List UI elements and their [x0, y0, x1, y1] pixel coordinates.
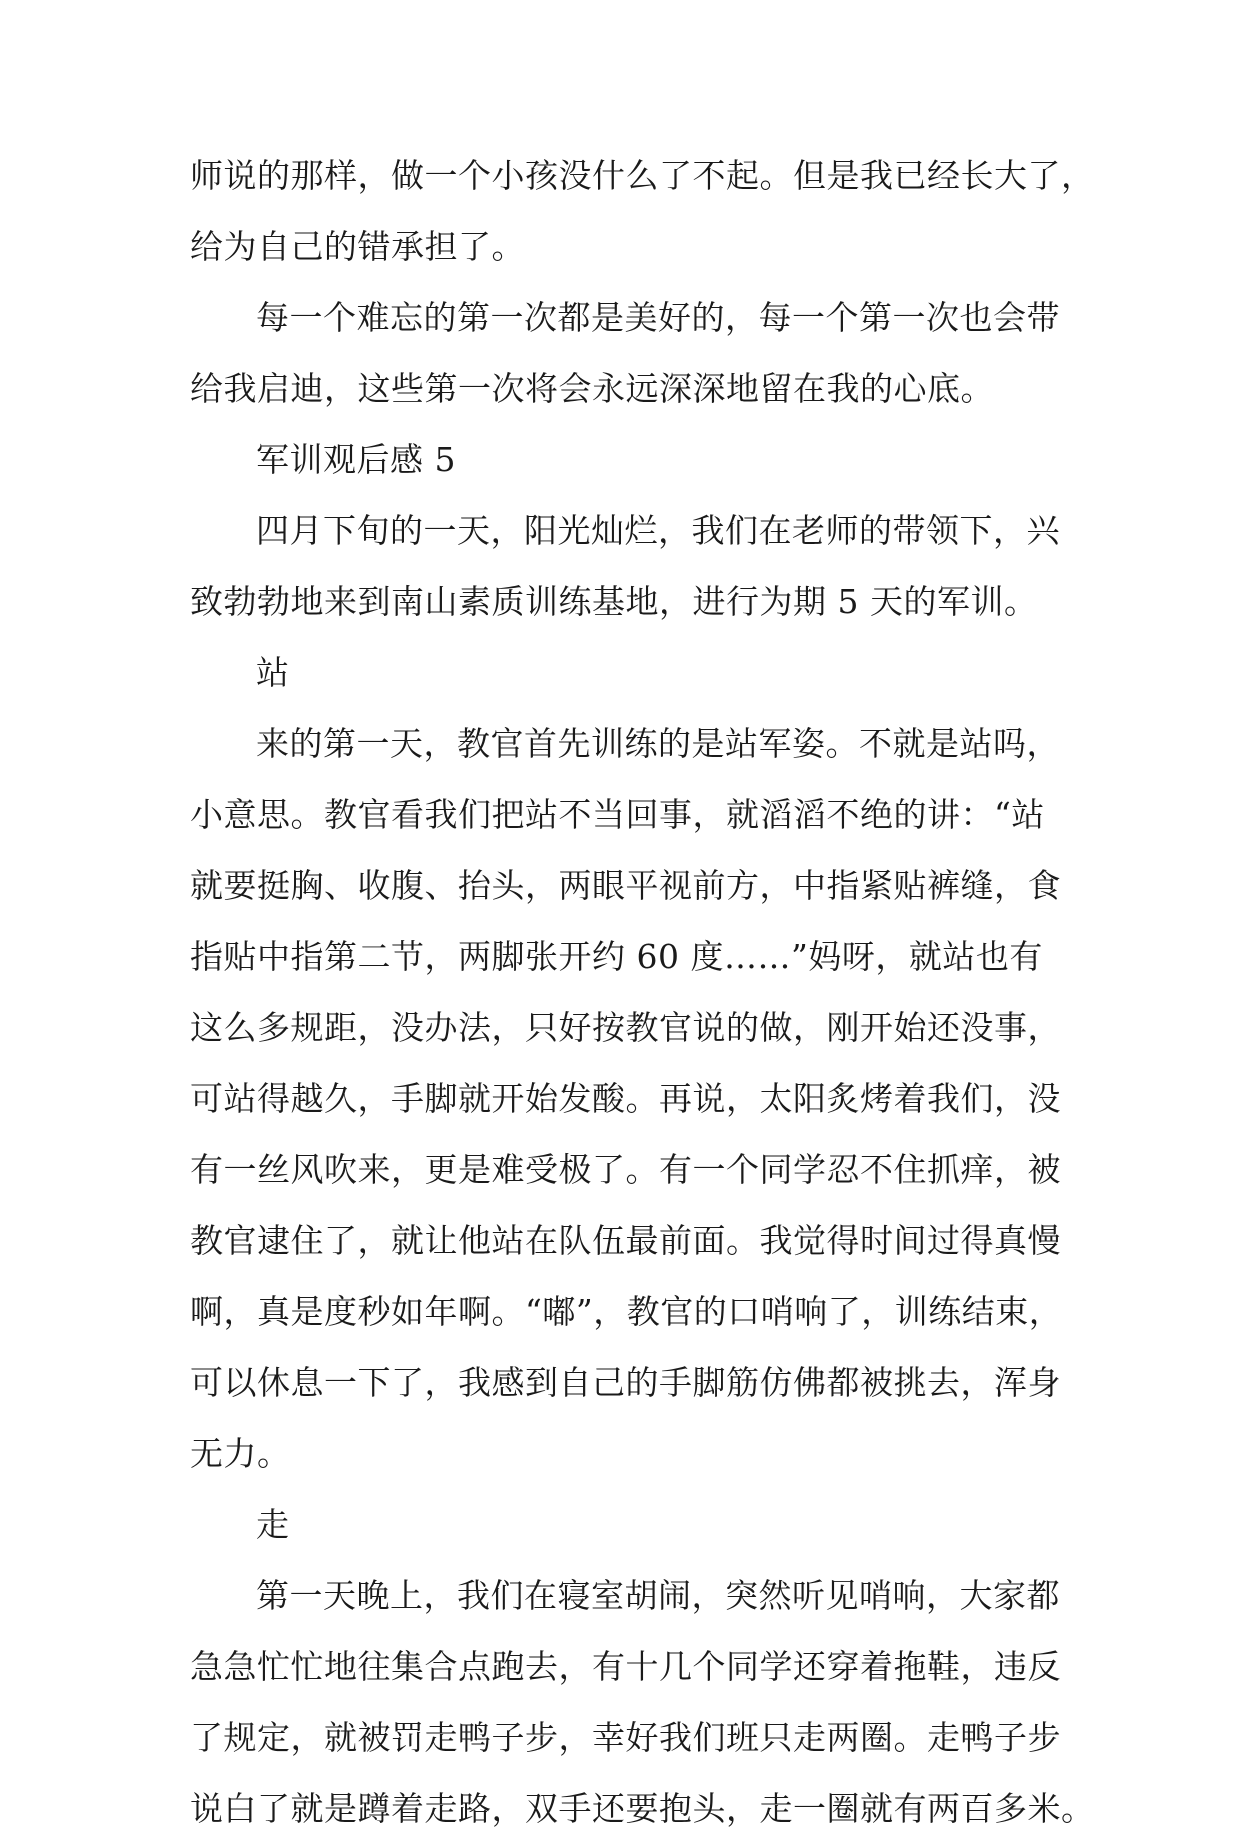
text-line: 小意思。教官看我们把站不当回事，就滔滔不绝的讲：“站 — [190, 795, 1045, 834]
text-line: 就要挺胸、收腹、抬头，两眼平视前方，中指紧贴裤缝，食 — [190, 866, 1061, 905]
text-line: 给为自己的错承担了。 — [190, 227, 525, 266]
text-line: 指贴中指第二节，两脚张开约 60 度……”妈呀，就站也有 — [190, 937, 1043, 976]
text-line: 无力。 — [190, 1434, 291, 1473]
subheading: 站 — [256, 653, 290, 692]
text-line: 啊，真是度秒如年啊。“嘟”，教官的口哨响了，训练结束， — [190, 1292, 1063, 1331]
document-body — [190, 140, 1095, 1844]
paragraph-start-line: 每一个难忘的第一次都是美好的，每一个第一次也会带 — [256, 298, 1060, 337]
text-line: 有一丝风吹来，更是难受极了。有一个同学忍不住抓痒，被 — [190, 1150, 1061, 1189]
text-line: 可站得越久，手脚就开始发酸。再说，太阳炙烤着我们，没 — [190, 1079, 1061, 1118]
paragraph-start-line: 来的第一天，教官首先训练的是站军姿。不就是站吗， — [256, 724, 1060, 763]
text-line: 师说的那样，做一个小孩没什么了不起。但是我已经长大了， — [190, 156, 1095, 195]
text-line: 可以休息一下了，我感到自己的手脚筋仿佛都被挑去，浑身 — [190, 1363, 1061, 1402]
text-line: 急急忙忙地往集合点跑去，有十几个同学还穿着拖鞋，违反 — [190, 1647, 1061, 1686]
text-line: 给我启迪，这些第一次将会永远深深地留在我的心底。 — [190, 369, 994, 408]
text-line: 了规定，就被罚走鸭子步，幸好我们班只走两圈。走鸭子步 — [190, 1718, 1061, 1757]
section-title: 军训观后感 5 — [256, 440, 456, 479]
paragraph-start-line: 四月下旬的一天，阳光灿烂，我们在老师的带领下，兴 — [256, 511, 1060, 550]
text-line: 教官逮住了，就让他站在队伍最前面。我觉得时间过得真慢 — [190, 1221, 1061, 1260]
subheading: 走 — [256, 1505, 290, 1544]
text-line: 说白了就是蹲着走路，双手还要抱头，走一圈就有两百多米。 — [190, 1789, 1095, 1828]
paragraph-start-line: 第一天晚上，我们在寝室胡闹，突然听见哨响，大家都 — [256, 1576, 1060, 1615]
text-line: 致勃勃地来到南山素质训练基地，进行为期 5 天的军训。 — [190, 582, 1038, 621]
text-line: 这么多规距，没办法，只好按教官说的做，刚开始还没事， — [190, 1008, 1061, 1047]
